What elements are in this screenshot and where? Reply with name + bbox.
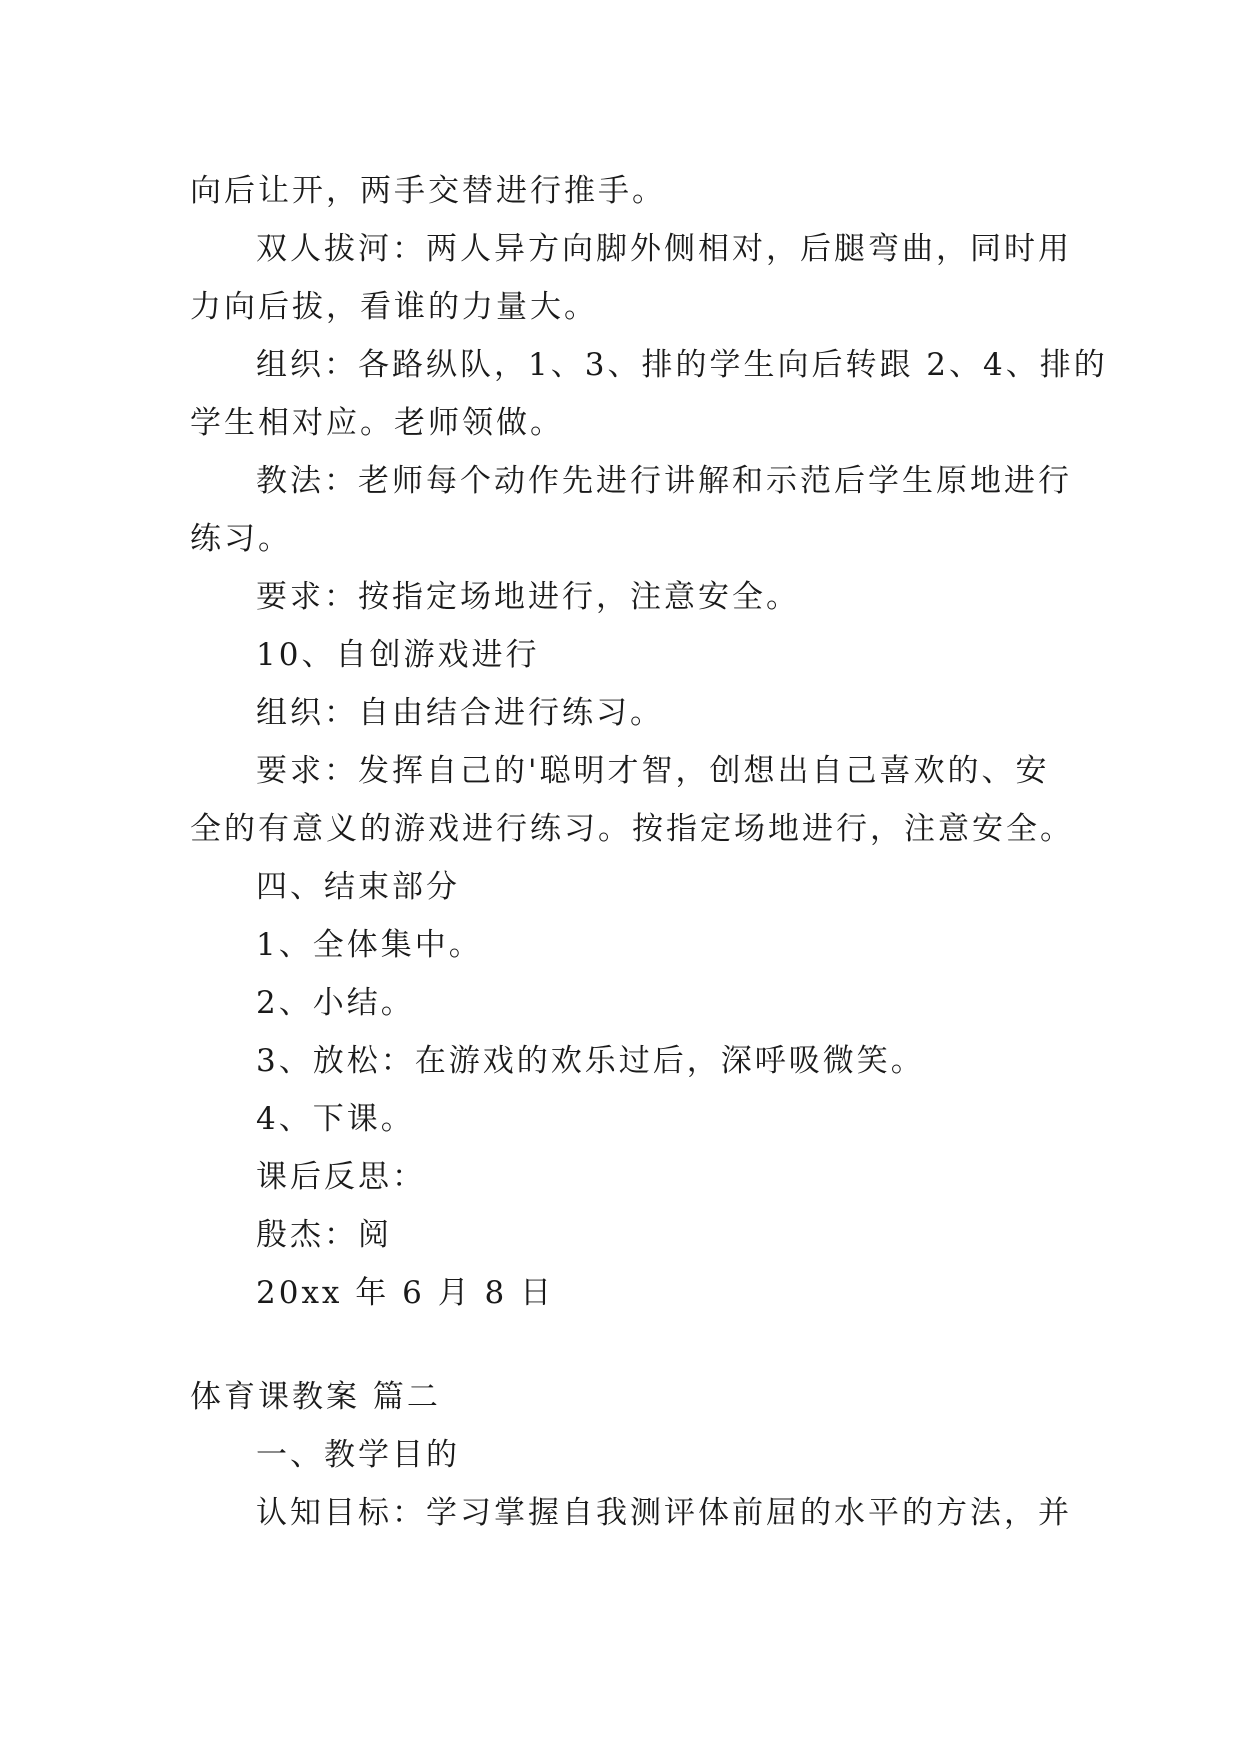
reviewer-note: 殷杰：阅 <box>256 1217 392 1253</box>
document-body <box>190 162 1108 1542</box>
section-title: 体育课教案 篇二 <box>190 1379 441 1415</box>
text-line: 向后让开，两手交替进行推手。 <box>190 173 666 209</box>
paragraph-start: 认知目标：学习掌握自我测评体前屈的水平的方法，并 <box>256 1495 1072 1531</box>
text-line: 力向后拔，看谁的力量大。 <box>190 289 598 325</box>
list-item: 2、小结。 <box>256 985 415 1021</box>
paragraph-start: 组织：各路纵队，1、3、排的学生向后转跟 2、4、排的 <box>256 347 1108 383</box>
text-line: 练习。 <box>190 521 292 557</box>
list-item: 4、下课。 <box>256 1101 415 1137</box>
paragraph-start: 组织：自由结合进行练习。 <box>256 695 664 731</box>
reflection-label: 课后反思： <box>256 1159 426 1195</box>
text-line: 学生相对应。老师领做。 <box>190 405 564 441</box>
section-heading: 一、教学目的 <box>256 1437 460 1473</box>
list-item: 1、全体集中。 <box>256 927 483 963</box>
list-heading: 10、自创游戏进行 <box>256 637 540 673</box>
date-line: 20xx 年 6 月 8 日 <box>256 1275 555 1311</box>
paragraph-start: 要求：发挥自己的'聪明才智，创想出自己喜欢的、安 <box>256 753 1050 789</box>
paragraph-start: 双人拔河：两人异方向脚外侧相对，后腿弯曲，同时用 <box>256 231 1072 267</box>
paragraph-start: 要求：按指定场地进行，注意安全。 <box>256 579 800 615</box>
section-heading: 四、结束部分 <box>256 869 460 905</box>
list-item: 3、放松：在游戏的欢乐过后，深呼吸微笑。 <box>256 1043 925 1079</box>
text-line: 全的有意义的游戏进行练习。按指定场地进行，注意安全。 <box>190 811 1074 847</box>
paragraph-start: 教法：老师每个动作先进行讲解和示范后学生原地进行 <box>256 463 1072 499</box>
section-gap <box>190 1322 1070 1368</box>
